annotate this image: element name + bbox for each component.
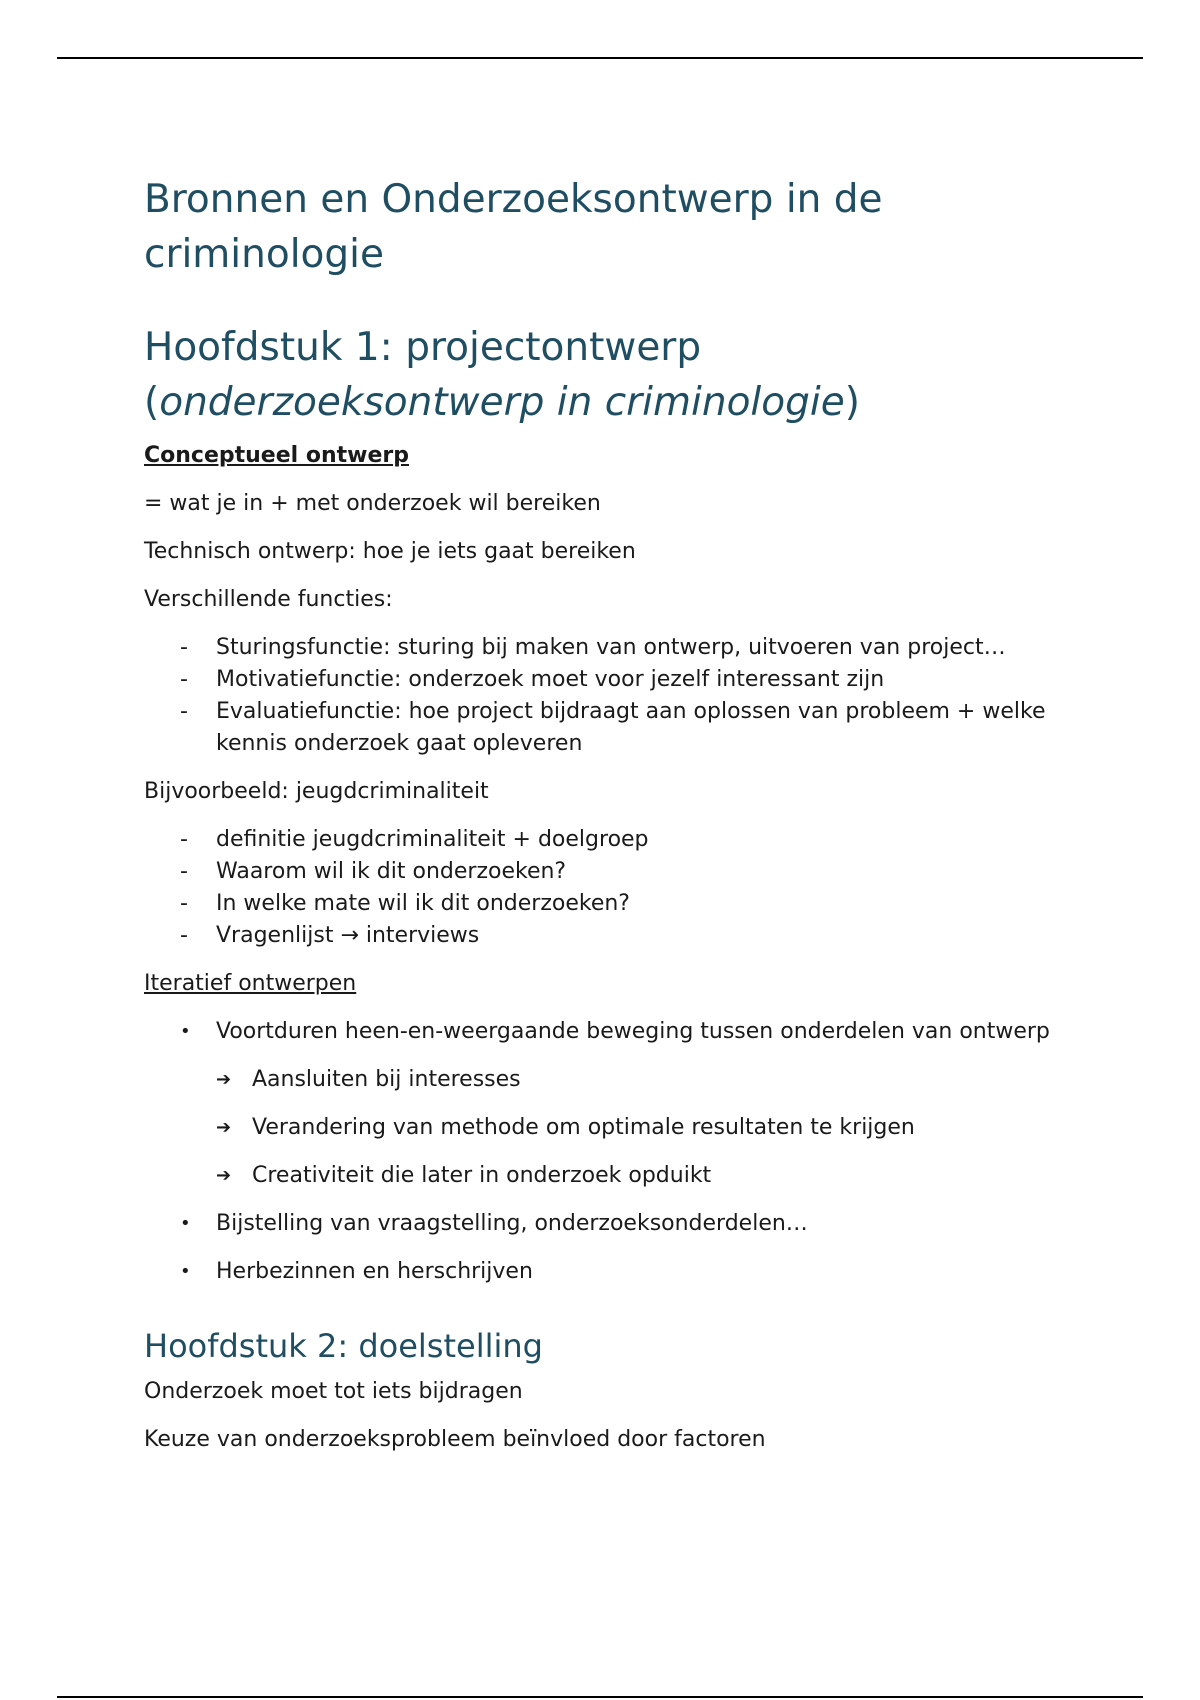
list-item-text: Evaluatiefunctie: hoe project bijdraagt aan oplossen van probleem + welke kennis onderzoek gaat opleveren xyxy=(216,699,1046,756)
list-item-text: Bijstelling van vraagstelling, onderzoeksonderdelen… xyxy=(216,1211,808,1236)
dash-marker: - xyxy=(180,635,188,660)
list-item-text: Voortduren heen-en-weergaande beweging tussen onderdelen van ontwerp xyxy=(216,1019,1050,1044)
list-item xyxy=(216,1160,1064,1192)
list-item xyxy=(144,920,1064,952)
arrow-icon: ➔ xyxy=(216,1069,232,1090)
list-item-text: Sturingsfunctie: sturing bij maken van ontwerp, uitvoeren van project… xyxy=(216,635,1006,660)
list-item xyxy=(144,1208,1064,1240)
arrow-icon: ➔ xyxy=(216,1165,232,1186)
list-item-text: Vragenlijst → interviews xyxy=(216,923,480,948)
chapter-1-heading-text: Hoofdstuk 1: projectontwerp xyxy=(144,325,702,370)
example-intro: Bijvoorbeeld: jeugdcriminaliteit xyxy=(144,779,489,804)
functions-intro: Verschillende functies: xyxy=(144,587,393,612)
header-rule xyxy=(57,57,1143,59)
chapter-2-paragraph-1: Onderzoek moet tot iets bijdragen xyxy=(144,1379,523,1404)
dash-marker: - xyxy=(180,923,188,948)
list-item xyxy=(216,1112,1064,1144)
functions-list xyxy=(144,632,1064,760)
dash-marker: - xyxy=(180,827,188,852)
list-item-text: Aansluiten bij interesses xyxy=(252,1067,521,1092)
bullet-marker: • xyxy=(180,1213,191,1234)
list-item xyxy=(144,664,1064,696)
list-item xyxy=(144,1016,1064,1192)
iterative-design-heading: Iteratief ontwerpen xyxy=(144,971,357,996)
example-list xyxy=(144,824,1064,952)
chapter-1-heading xyxy=(144,320,1064,430)
dash-marker: - xyxy=(180,859,188,884)
list-item-text: Waarom wil ik dit onderzoeken? xyxy=(216,859,567,884)
chapter-2-paragraph-2: Keuze van onderzoeksprobleem beïnvloed door factoren xyxy=(144,1427,766,1452)
document-body xyxy=(144,172,1064,1472)
section-spacer xyxy=(144,1304,1064,1326)
conceptual-design-definition: = wat je in + met onderzoek wil bereiken xyxy=(144,491,601,516)
dash-marker: - xyxy=(180,891,188,916)
iterative-list xyxy=(144,1016,1064,1288)
document-title: Bronnen en Onderzoeksontwerp in de criminologie xyxy=(144,177,883,277)
bullet-marker: • xyxy=(180,1261,191,1282)
list-item-text: Verandering van methode om optimale resultaten te krijgen xyxy=(252,1115,915,1140)
list-item-text: definitie jeugdcriminaliteit + doelgroep xyxy=(216,827,649,852)
list-item xyxy=(144,696,1064,760)
conceptual-design-heading: Conceptueel ontwerp xyxy=(144,443,409,468)
arrow-list xyxy=(216,1064,1064,1192)
footer-rule xyxy=(57,1696,1143,1698)
list-item-text: Herbezinnen en herschrijven xyxy=(216,1259,533,1284)
dash-marker: - xyxy=(180,699,188,724)
list-item xyxy=(144,824,1064,856)
list-item xyxy=(144,856,1064,888)
chapter-1-heading-italic: onderzoeksontwerp in criminologie xyxy=(159,380,845,425)
list-item xyxy=(144,1256,1064,1288)
list-item xyxy=(144,888,1064,920)
list-item xyxy=(216,1064,1064,1096)
list-item-text: Motivatiefunctie: onderzoek moet voor jezelf interessant zijn xyxy=(216,667,885,692)
chapter-2-heading: Hoofdstuk 2: doelstelling xyxy=(144,1327,543,1365)
dash-marker: - xyxy=(180,667,188,692)
technical-design-paragraph: Technisch ontwerp: hoe je iets gaat bereiken xyxy=(144,539,636,564)
bullet-marker: • xyxy=(180,1021,191,1042)
chapter-1-paren-close: ) xyxy=(844,380,860,425)
list-item-text: Creativiteit die later in onderzoek opduikt xyxy=(252,1163,712,1188)
list-item xyxy=(144,632,1064,664)
list-item-text: In welke mate wil ik dit onderzoeken? xyxy=(216,891,630,916)
chapter-1-paren-open: ( xyxy=(144,380,160,425)
arrow-icon: ➔ xyxy=(216,1117,232,1138)
